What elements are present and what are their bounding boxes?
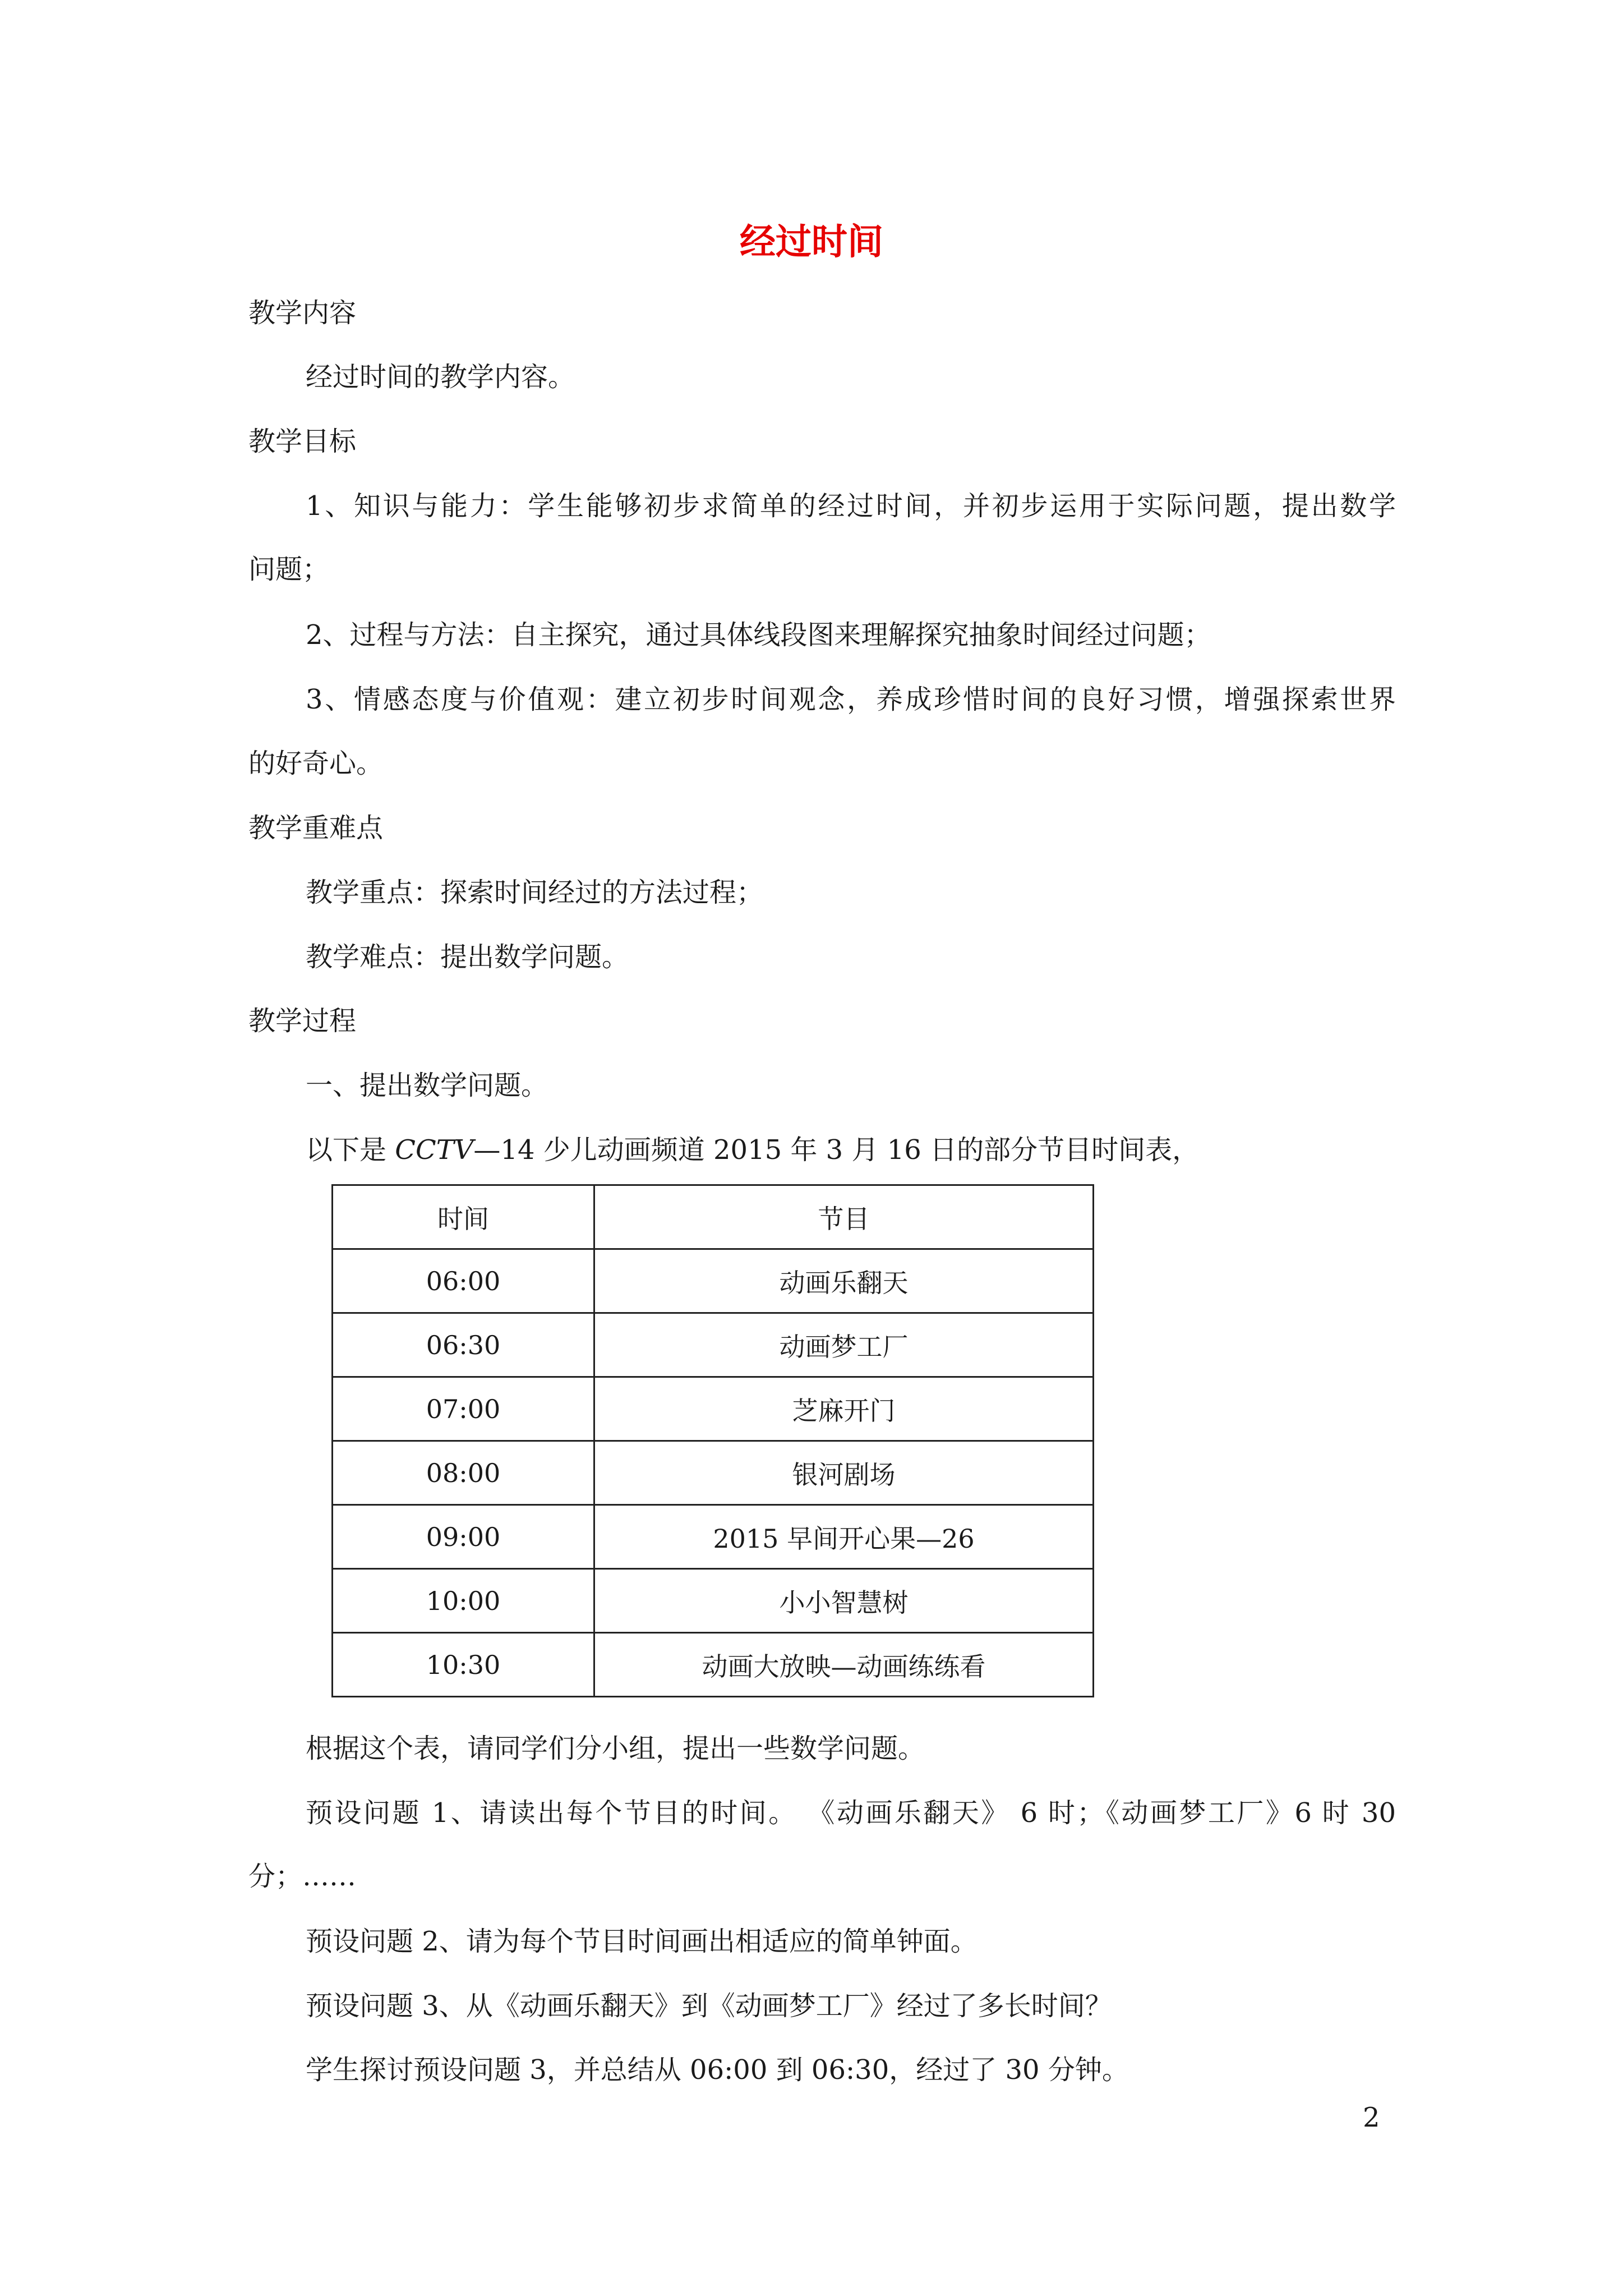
goal-1-line-2: 问题； <box>248 554 330 585</box>
page-number: 2 <box>1363 2102 1380 2133</box>
program-cell: 芝麻开门 <box>594 1377 1094 1441</box>
table-row <box>333 1441 1094 1505</box>
question-1-line-2: 分；…… <box>248 1861 357 1892</box>
table-row <box>333 1249 1094 1313</box>
process-heading: 教学过程 <box>248 1005 357 1037</box>
keypoint-text: 教学重点：探索时间经过的方法过程； <box>306 877 764 908</box>
table-intro-a: 以下是 <box>306 1134 395 1166</box>
question-2: 预设问题 2、请为每个节目时间画出相适应的简单钟面。 <box>306 1926 978 1957</box>
table-row <box>333 1505 1094 1569</box>
discussion-text: 学生探讨预设问题 3，并总结从 06:00 到 06:30，经过了 30 分钟。 <box>306 2054 1129 2086</box>
goals-heading: 教学目标 <box>248 426 357 457</box>
question-1-line-1: 预设问题 1、请读出每个节目的时间。 《动画乐翻天》 6 时；《动画梦工厂》6 时 30 <box>306 1797 1396 1829</box>
program-cell: 银河剧场 <box>594 1441 1094 1505</box>
table-row <box>333 1377 1094 1441</box>
header-time: 时间 <box>333 1185 594 1249</box>
page-title: 经过时间 <box>740 222 883 263</box>
step-1: 一、提出数学问题。 <box>306 1070 548 1101</box>
question-3: 预设问题 3、从《动画乐翻天》到《动画梦工厂》经过了多长时间？ <box>306 1990 1112 2022</box>
table-intro <box>306 1128 1199 1172</box>
program-cell: 动画乐翻天 <box>594 1249 1094 1313</box>
keypoints-heading: 教学重难点 <box>248 812 384 844</box>
time-cell: 07:00 <box>333 1377 594 1441</box>
time-cell: 10:30 <box>333 1633 594 1697</box>
time-cell: 06:00 <box>333 1249 594 1313</box>
time-cell: 09:00 <box>333 1505 594 1569</box>
table-row <box>333 1313 1094 1377</box>
goal-1-line-1: 1、知识与能力：学生能够初步求简单的经过时间，并初步运用于实际问题，提出数学 <box>306 490 1396 522</box>
program-cell: 2015 早间开心果—26 <box>594 1505 1094 1569</box>
time-cell: 10:00 <box>333 1569 594 1633</box>
goal-3-line-2: 的好奇心。 <box>248 748 384 779</box>
program-cell: 动画梦工厂 <box>594 1313 1094 1377</box>
program-cell: 小小智慧树 <box>594 1569 1094 1633</box>
goal-2: 2、过程与方法：自主探究，通过具体线段图来理解探究抽象时间经过问题； <box>306 619 1211 651</box>
goal-3-line-1: 3、情感态度与价值观：建立初步时间观念，养成珍惜时间的良好习惯，增强探索世界 <box>306 684 1396 715</box>
channel-name: CCTV <box>395 1134 474 1166</box>
header-program: 节目 <box>594 1185 1094 1249</box>
schedule-table <box>331 1184 1094 1697</box>
table-row <box>333 1633 1094 1697</box>
content-heading: 教学内容 <box>248 297 357 329</box>
program-cell: 动画大放映—动画练练看 <box>594 1633 1094 1697</box>
table-row <box>333 1569 1094 1633</box>
table-header-row <box>333 1185 1094 1249</box>
table-intro-c: —14 少儿动画频道 2015 年 3 月 16 日的部分节目时间表， <box>473 1134 1200 1166</box>
time-cell: 08:00 <box>333 1441 594 1505</box>
content-text: 经过时间的教学内容。 <box>306 361 575 393</box>
time-cell: 06:30 <box>333 1313 594 1377</box>
after-table-text: 根据这个表，请同学们分小组，提出一些数学问题。 <box>306 1733 925 1764</box>
difficulty-text: 教学难点：提出数学问题。 <box>306 941 629 973</box>
